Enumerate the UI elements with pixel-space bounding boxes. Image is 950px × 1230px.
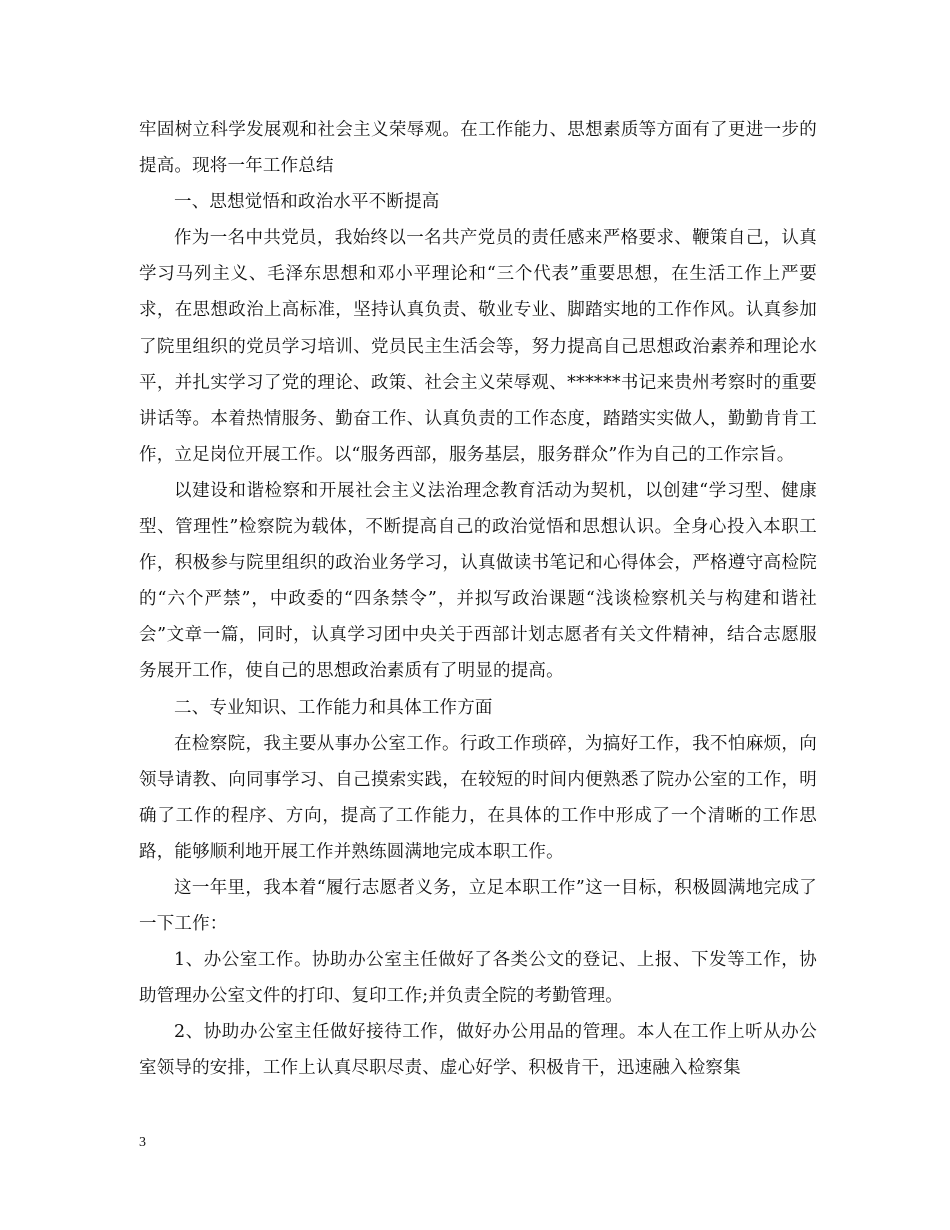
list-item: 1、办公室工作。协助办公室主任做好了各类公文的登记、上报、下发等工作，协助管理办公室文件的打印、复印工作;并负责全院的考勤管理。 [139,950,817,1007]
paragraph: 以建设和谐检察和开展社会主义法治理念教育活动为契机，以创建“学习型、健康型、管理性”检察院为载体，不断提高自己的政治觉悟和思想认识。全身心投入本职工作，积极参与院里组织的政治业务学习，认真做读书笔记和心得体会，严格遵守高检院的“六个严禁”，中政委的“四条禁令”，并拟写政治课题“浅谈检察机关与构建和谐社会”文章一篇，同时，认真学习团中央关于西部计划志愿者有关文件精神，结合志愿服务展开工作，使自己的思想政治素质有了明显的提高。 [139,480,817,682]
document-body [139,112,817,1087]
paragraph: 作为一名中共党员，我始终以一名共产党员的责任感来严格要求、鞭策自己，认真学习马列主义、毛泽东思想和邓小平理论和“三个代表”重要思想，在生活工作上严要求，在思想政治上高标准，坚持认真负责、敬业专业、脚踏实地的工作作风。认真参加了院里组织的党员学习培训、党员民主生活会等，努力提高自己思想政治素养和理论水平，并扎实学习了党的理论、政策、社会主义荣辱观、******书记来贵州考察时的重要讲话等。本着热情服务、勤奋工作、认真负责的工作态度，踏踏实实做人，勤勤肯肯工作，立足岗位开展工作。以“服务西部，服务基层，服务群众”作为自己的工作宗旨。 [139,228,817,465]
list-item: 2、协助办公室主任做好接待工作，做好办公用品的管理。本人在工作上听从办公室领导的安排，工作上认真尽职尽责、虚心好学、积极肯干，迅速融入检察集 [139,1022,817,1079]
section-heading-2: 二、专业知识、工作能力和具体工作方面 [174,697,493,718]
section-heading-1: 一、思想觉悟和政治水平不断提高 [174,192,440,213]
paragraph: 这一年里，我本着“履行志愿者义务，立足本职工作”这一目标，积极圆满地完成了一下工作： [139,877,817,935]
paragraph-continuation: 牢固树立科学发展观和社会主义荣辱观。在工作能力、思想素质等方面有了更进一步的提高。现将一年工作总结 [139,120,817,177]
paragraph: 在检察院，我主要从事办公室工作。行政工作琐碎，为搞好工作，我不怕麻烦，向领导请教、向同事学习、自己摸索实践，在较短的时间内便熟悉了院办公室的工作，明确了工作的程序、方向，提高了工作能力，在具体的工作中形成了一个清晰的工作思路，能够顺利地开展工作并熟练圆满地完成本职工作。 [139,733,817,862]
page-number: 3 [139,1135,146,1150]
